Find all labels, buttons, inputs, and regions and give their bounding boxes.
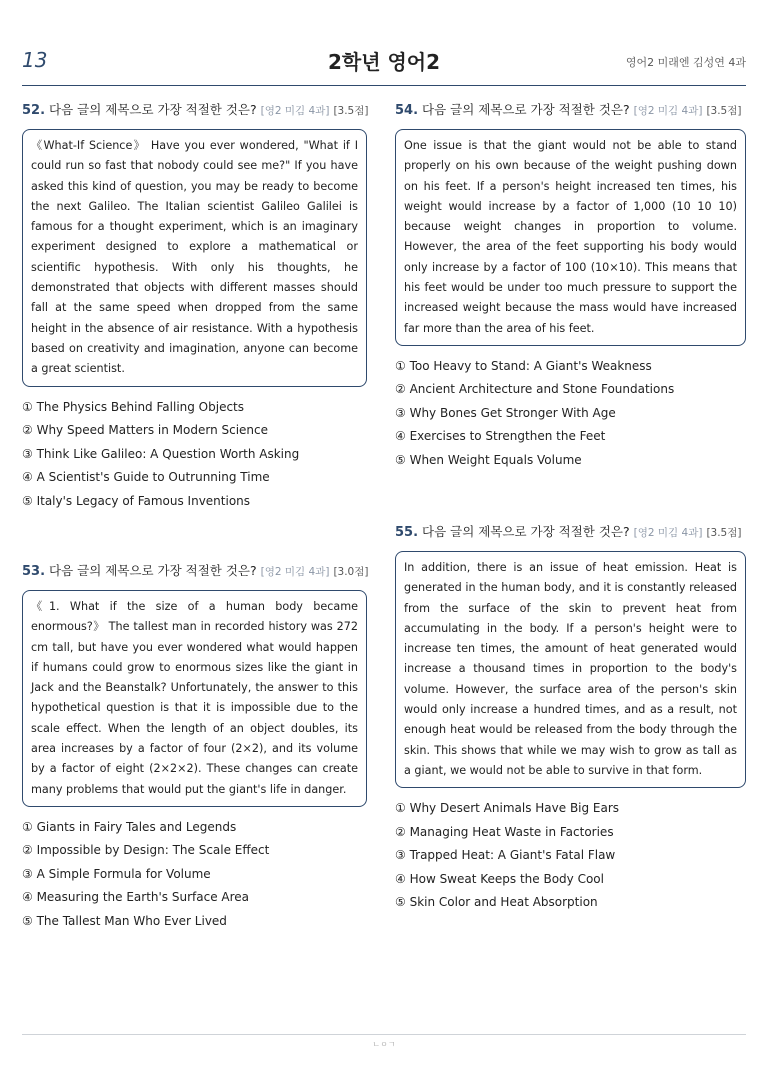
answer-option-1[interactable]: ① Why Desert Animals Have Big Ears <box>395 801 620 816</box>
answer-option-3[interactable]: ③ Think Like Galileo: A Question Worth Asking <box>22 446 300 461</box>
question-header <box>22 562 367 580</box>
answer-option-2[interactable]: ② Managing Heat Waste in Factories <box>395 824 614 839</box>
question-source: [영2 미김 4과] <box>260 566 330 578</box>
question-header <box>395 523 746 541</box>
passage-box: One issue is that the giant would not be able to stand properly on his own because of the weight pushing down on his feet. If a person's height increased ten times, his weight would increase by a factor of 1,000 (10 10 10) because weight changes in proportion to volume. However, the area of the feet supporting his body would only increase by a factor of 100 (10×10). This means that his feet would be under too much pressure to support the increased weight because the mass would have increased far more than the area of his feet. <box>395 129 746 346</box>
answer-options <box>22 396 367 514</box>
passage-box: 《What-If Science》 Have you ever wondered, "What if I could run so fast that nobody could see me?" If you have asked this kind of question, you may be ready to become the next Galileo. The Italian scientist Galileo Galilei is famous for a thought experiment, which is an imaginary experiment designed to explore a mathematical or scientific hypothesis. With only his thoughts, he demonstrated that objects with different masses should fall at the same speed when dropped from the same height in the absence of air resistance. With a hypothesis based on creativity and imagination, anyone can become a great scientist. <box>22 129 367 387</box>
answer-option-3[interactable]: ③ Trapped Heat: A Giant's Fatal Flaw <box>395 848 616 863</box>
question-52 <box>22 101 367 513</box>
page-title: 2학년 영어2 <box>327 50 441 74</box>
question-prompt: 다음 글의 제목으로 가장 적절한 것은? <box>422 102 630 117</box>
header-subtitle: 영어2 미래엔 김성연 4과 <box>625 56 746 69</box>
question-header <box>22 101 367 119</box>
question-number: 52. <box>22 103 46 118</box>
question-prompt: 다음 글의 제목으로 가장 적절한 것은? <box>49 563 257 578</box>
passage-box: 《1. What if the size of a human body became enormous?》 The tallest man in recorded history was 272 cm tall, but have you ever wondered what would happen if humans could grow to enormous sizes like the giant in Jack and the Beanstalk? Unfortunately, the answer to this hypothetical question is that it is impossible due to the scale effect. When the length of an object doubles, its area increases by a factor of four (2×2), and its volume by a factor of eight (2×2×2). These changes can create many problems that would put the giant's life in danger. <box>22 590 367 807</box>
footer-mark: ㄴㅇㄱ <box>372 1040 396 1049</box>
answer-option-1[interactable]: ① The Physics Behind Falling Objects <box>22 399 245 414</box>
answer-option-5[interactable]: ⑤ Italy's Legacy of Famous Inventions <box>22 493 251 508</box>
answer-option-4[interactable]: ④ How Sweat Keeps the Body Cool <box>395 871 604 886</box>
answer-option-2[interactable]: ② Ancient Architecture and Stone Foundations <box>395 382 675 397</box>
question-53 <box>22 562 367 933</box>
answer-option-4[interactable]: ④ Exercises to Strengthen the Feet <box>395 429 606 444</box>
answer-option-3[interactable]: ③ A Simple Formula for Volume <box>22 866 211 881</box>
question-source: [영2 미김 4과] <box>633 527 703 539</box>
question-points: [3.5점] <box>706 527 742 539</box>
page-number: 13 <box>22 48 48 72</box>
answer-option-5[interactable]: ⑤ When Weight Equals Volume <box>395 452 582 467</box>
answer-option-4[interactable]: ④ Measuring the Earth's Surface Area <box>22 890 250 905</box>
answer-options <box>395 797 746 915</box>
answer-option-3[interactable]: ③ Why Bones Get Stronger With Age <box>395 405 616 420</box>
question-header <box>395 101 746 119</box>
question-number: 53. <box>22 564 46 579</box>
answer-option-5[interactable]: ⑤ The Tallest Man Who Ever Lived <box>22 913 227 928</box>
answer-option-2[interactable]: ② Why Speed Matters in Modern Science <box>22 423 268 438</box>
passage-box: In addition, there is an issue of heat emission. Heat is generated in the human body, and it is constantly released from the surface of the skin to prevent heat from accumulating in the body. If a person's height were to increase ten times, the amount of heat generated would increase a thousand times in proportion to the body's volume. However, the surface area of the person's skin would only increase a hundred times, and as a result, not enough heat would be released from the body through the skin. This shows that while we may wish to grow as tall as a giant, we would not be able to survive in that form. <box>395 551 746 788</box>
question-points: [3.0점] <box>333 566 369 578</box>
answer-option-4[interactable]: ④ A Scientist's Guide to Outrunning Time <box>22 470 270 485</box>
question-source: [영2 미김 4과] <box>260 105 330 117</box>
question-number: 55. <box>395 525 419 540</box>
answer-option-2[interactable]: ② Impossible by Design: The Scale Effect <box>22 843 270 858</box>
question-source: [영2 미김 4과] <box>633 105 703 117</box>
question-prompt: 다음 글의 제목으로 가장 적절한 것은? <box>49 102 257 117</box>
answer-option-5[interactable]: ⑤ Skin Color and Heat Absorption <box>395 895 598 910</box>
answer-options <box>22 816 367 934</box>
question-number: 54. <box>395 103 419 118</box>
question-points: [3.5점] <box>706 105 742 117</box>
answer-option-1[interactable]: ① Too Heavy to Stand: A Giant's Weakness <box>395 358 652 373</box>
page-header <box>22 40 746 86</box>
answer-options <box>395 355 746 473</box>
answer-option-1[interactable]: ① Giants in Fairy Tales and Legends <box>22 819 237 834</box>
question-prompt: 다음 글의 제목으로 가장 적절한 것은? <box>422 524 630 539</box>
question-points: [3.5점] <box>333 105 369 117</box>
question-55 <box>395 523 746 915</box>
question-54 <box>395 101 746 472</box>
page-footer <box>22 1034 746 1049</box>
